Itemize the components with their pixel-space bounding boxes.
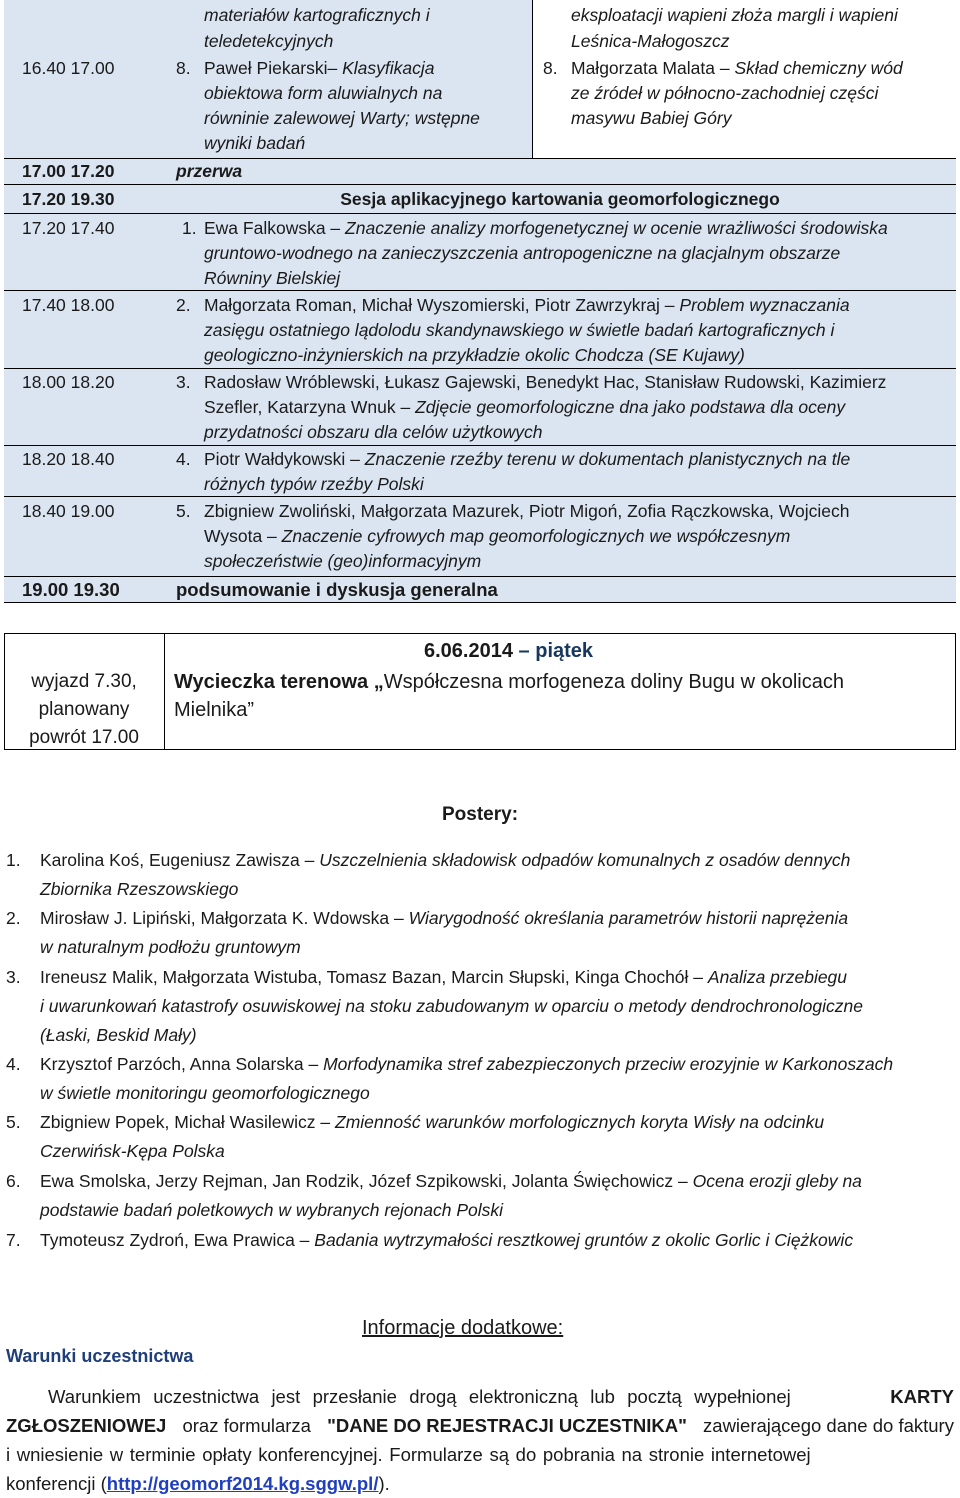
summary-label: podsumowanie i dyskusja generalna [176,579,498,600]
talk-title: równinie zalewowej Warty; wstępne [204,108,480,128]
poster-number: 7. [6,1230,21,1250]
table-bottom-border [4,602,956,603]
poster-line [40,848,850,873]
talk-title: przydatności obszaru dla celów użytkowych [204,422,543,442]
talk-title: ze źródeł w północno-zachodniej części [571,83,879,103]
talk-title: Skład chemiczny wód [734,58,903,78]
poster-title: Zbiornika Rzeszowskiego [40,879,239,899]
talk-title: Znaczenie rzeźby terenu w dokumentach planistycznych na tle [364,449,851,469]
talk-line [204,216,888,241]
time-cell: 17.20 17.40 [22,218,115,238]
para-text: ). [378,1473,390,1494]
row-divider [4,184,956,185]
talk-title: zasięgu ostatniego lądolodu skandynawskiego w świetle badań kartograficznych i [204,320,835,340]
talk-author: Ewa Falkowska – [204,218,341,238]
info-paragraph [6,1382,954,1498]
poster-title: Ocena erozji gleby na [692,1171,862,1191]
para-text: i wniesienie w terminie opłaty konferencyjnej. Formularze są do pobrania na stronie internetowej [6,1444,811,1465]
cont-text-left: materiałów kartograficznych i [204,5,430,25]
poster-line [40,1169,862,1194]
info-subheading: Warunki uczestnictwa [6,1346,194,1366]
poster-authors: Tymoteusz Zydroń, Ewa Prawica – [40,1230,310,1250]
talk-author: Zbigniew Zwoliński, Małgorzata Mazurek, Piotr Migoń, Zofia Rączkowska, Wojciech [204,501,850,521]
poster-number: 2. [6,908,21,928]
row-divider [4,290,956,291]
poster-authors: Ireneusz Malik, Małgorzata Wistuba, Tomasz Bazan, Marcin Słupski, Kinga Chochół – [40,967,704,987]
column-divider [532,0,533,158]
talk-line [204,524,790,549]
excursion-title: Współczesna morfogeneza doliny Bugu w okolicach [383,671,844,693]
poster-line [40,1110,824,1135]
talk-title: masywu Babiej Góry [571,108,732,128]
break-row-bg [4,158,956,184]
para-bold: ZGŁOSZENIOWEJ [6,1415,167,1436]
item-number: 8. [543,58,558,78]
excursion-divider [164,633,165,750]
excursion-label: Wycieczka terenowa [174,671,369,693]
poster-line [40,1052,893,1077]
talk-title: Problem wyznaczania [679,295,850,315]
break-label: przerwa [176,161,243,181]
talk-title: Znaczenie cyfrowych map geomorfologicznych we współczesnym [281,526,791,546]
poster-authors: Krzysztof Parzóch, Anna Solarska – [40,1054,319,1074]
posters-heading: Postery: [442,804,519,825]
poster-title: (Łaski, Beskid Mały) [40,1025,197,1045]
quote-mark: ” [247,699,255,721]
talk-author: Paweł Piekarski– [204,58,338,78]
talk-line [204,395,845,420]
para-line [6,1382,954,1411]
session-title: Sesja aplikacyjnego kartowania geomorfologicznego [340,189,780,209]
talk-author: Piotr Wałdykowski – [204,449,360,469]
talk-author: Małgorzata Roman, Michał Wyszomierski, Piotr Zawrzykraj – [204,295,675,315]
poster-title: i uwarunkowań katastrofy osuwiskowej na stoku zabudowanym w oparciu o metody dendrochronologiczne [40,996,863,1016]
poster-title: Zmienność warunków morfologicznych koryta Wisły na odcinku [335,1112,825,1132]
poster-title: Wiarygodność określania parametrów historii naprężenia [408,908,849,928]
talk-title: Równiny Bielskiej [204,268,341,288]
poster-authors: Karolina Koś, Eugeniusz Zawisza – [40,850,315,870]
quote-mark: „ [373,671,384,693]
talk-title: gruntowo-wodnego na zanieczyszczenia antropogeniczne na glacjalnym obszarze [204,243,841,263]
poster-authors: Jolanta Święchowicz – [511,1171,688,1191]
talk-line [204,293,850,318]
excursion-title-line [174,668,844,696]
cont-text-left: teledetekcyjnych [204,31,334,51]
talk-title: Klasyfikacja [342,58,435,78]
item-number: 8. [176,58,191,78]
poster-authors: Mirosław J. Lipiński, Małgorzata K. Wdowska – [40,908,404,928]
excursion-day: piątek [535,640,594,662]
talk-title: społeczeństwie (geo)informacyjnym [204,551,482,571]
excursion-title: Mielnika [174,699,248,721]
para-text: zawierającego dane do faktury [703,1415,954,1436]
para-bold: "DANE DO REJESTRACJI UCZESTNIKA" [327,1415,687,1436]
poster-line [40,1228,853,1253]
row-divider [4,445,956,446]
row-divider [4,213,956,214]
item-number: 3. [176,372,191,392]
para-text: oraz formularza [182,1415,311,1436]
talk-title: Znaczenie analizy morfogenetycznej w ocenie wrażliwości środowiska [345,218,888,238]
time-cell: 19.00 19.30 [22,579,120,600]
talk-line [204,56,435,81]
time-cell: 18.40 19.00 [22,501,115,521]
poster-title: podstawie badań poletkowych w wybranych rejonach Polski [40,1200,504,1220]
row-divider [4,158,956,159]
departure-line: planowany [38,699,130,720]
talk-title: wyniki badań [204,133,306,153]
departure-line: powrót 17.00 [29,727,139,748]
talk-author: Radosław Wróblewski, Łukasz Gajewski, Benedykt Hac, Stanisław Rudowski, Kazimierz [204,372,887,392]
poster-number: 3. [6,967,21,987]
talk-author: Wysota – [204,526,277,546]
poster-number: 6. [6,1171,21,1191]
excursion-date: 6.06.2014 [424,640,513,662]
row-divider [4,496,956,497]
excursion-departure [4,668,164,752]
row-divider [4,368,956,369]
para-line [6,1411,954,1440]
time-cell: 18.00 18.20 [22,372,115,392]
talk-line [204,447,850,472]
poster-line [40,965,847,990]
talk-title: różnych typów rzeźby Polski [204,474,424,494]
talk-title: geologiczno-inżynierskich na przykładzie okolic Chodcza (SE Kujawy) [204,345,745,365]
poster-number: 5. [6,1112,21,1132]
talk-title: obiektowa form aluwialnych na [204,83,443,103]
time-cell: 18.20 18.40 [22,449,115,469]
para-text: konferencji ( [6,1473,107,1494]
para-line [6,1440,954,1469]
poster-title: Uszczelnienia składowisk odpadów komunalnych z osadów dennych [319,850,851,870]
excursion-title-line [174,696,254,724]
time-cell: 16.40 17.00 [22,58,115,78]
talk-author: Szefler, Katarzyna Wnuk – [204,397,411,417]
excursion-date-line [424,638,593,664]
talk-line [571,56,903,81]
poster-authors: Ewa Smolska, Jerzy Rejman, Jan Rodzik, Józef Szpikowski, [40,1171,507,1191]
conference-link[interactable]: http://geomorf2014.kg.sggw.pl/ [106,1473,379,1494]
poster-title: w świetle monitoringu geomorfologicznego [40,1083,370,1103]
poster-title: Morfodynamika stref zabezpieczonych przeciw erozyjnie w Karkonoszach [323,1054,894,1074]
poster-title: Analiza przebiegu [707,967,848,987]
poster-number: 4. [6,1054,21,1074]
cont-text-right: Leśnica-Małogoszcz [571,31,730,51]
item-number: 2. [176,295,191,315]
poster-title: Badania wytrzymałości resztkowej gruntów z okolic Gorlic i Ciężkowic [314,1230,854,1250]
departure-line: wyjazd 7.30, [31,671,137,692]
para-text: Warunkiem uczestnictwa jest przesłanie drogą elektroniczną lub pocztą wypełnionej [48,1386,791,1407]
poster-line [40,906,848,931]
time-cell: 17.20 19.30 [22,189,115,209]
info-heading: Informacje dodatkowe: [362,1317,564,1339]
excursion-dash: – [512,640,536,662]
item-number: 5. [176,501,191,521]
poster-authors: Zbigniew Popek, Michał Wasilewicz – [40,1112,331,1132]
poster-title: Czerwińsk-Kępa Polska [40,1141,225,1161]
item-number: 1. [182,218,197,238]
item-number: 4. [176,449,191,469]
poster-title: w naturalnym podłożu gruntowym [40,937,301,957]
time-cell: 17.40 18.00 [22,295,115,315]
talk-author: Małgorzata Malata – [571,58,730,78]
para-bold: KARTY [890,1386,954,1407]
talk-title: Zdjęcie geomorfologiczne dna jako podstawa dla oceny [415,397,846,417]
time-cell: 17.00 17.20 [22,161,115,181]
para-line [6,1469,954,1498]
poster-number: 1. [6,850,21,870]
cont-text-right: eksploatacji wapieni złoża margli i wapieni [571,5,898,25]
